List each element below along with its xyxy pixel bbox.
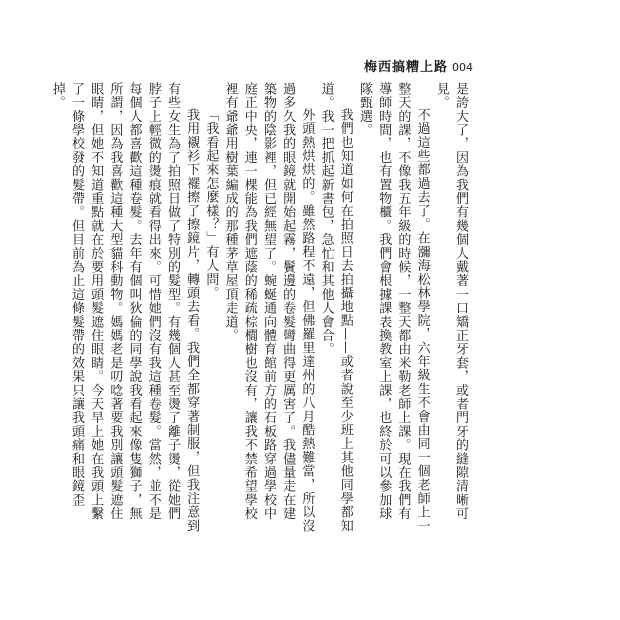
- paragraph-5: 「我看起來怎麼樣？」有人問。: [203, 108, 219, 300]
- body-text: [49, 82, 470, 534]
- page-number: 004: [452, 61, 473, 74]
- paragraph-6: 我用襯衫下襬擦了擦鏡片，轉頭去看。我們全都穿著制服，但我注意到有些女生為了拍照日做了特別的髮型。有幾個人甚至燙了離子燙，從她們脖子上輕微的燙痕就看得出來。可惜她們沒有我這種卷髮。當然，並不是每個人都喜歡這種卷髮。去年有個叫狄倫的同學說我看起來像隻獅子，無所謂，因為我喜歡這種大型貓科動物。媽媽老是叨唸著要我別讓頭髮遮住眼睛，但她不知道重點就在於要用頭髮遮住眼睛。今天早上她在我頭上繫了一條學校發的髮帶。但目前為止這條髮帶的效果只讓我頭痛和眼鏡歪掉。: [49, 82, 200, 533]
- paragraph-4: 外頭熱烘烘的。雖然路程不遠，但佛羅里達州的八月酷熱難當，所以沒過多久我的眼鏡就開始起霧，鬢邊的卷髮彎曲得更厲害了。我儘量走在建築物的陰影裡，但已經無望了。蜿蜒通向體育館前方的石板路穿過學校中庭正中央，連一棵能為我們遮蔭的稀疏棕櫚樹也沒有，讓我不禁希望學校裡有爺爺用樹葉編成的那種茅草屋頂走道。: [222, 82, 315, 533]
- running-header: [150, 56, 473, 75]
- paragraph-3: 我們也知道如何在拍照日去拍攝地點——或者說至少班上其他同學都知道。我一把抓起新書包，急忙和其他人會合。: [318, 82, 353, 533]
- paragraph-2: 不過這些都過去了。在瀰海松林學院，六年級生不會由同一個老師上一整天的課，不像我五年級的時候，一整天都由米勒老師上課。現在我們有導師時間，也有置物櫃。我們會根據課表換教室上課，也終於可以參加球隊甄選。: [356, 82, 430, 533]
- paragraph-1: 是誇大了，因為我們有幾個人戴著一口矯正牙套，或者門牙的縫隙清晰可見。: [433, 82, 468, 521]
- book-title: 梅西搞糟上路: [363, 60, 448, 75]
